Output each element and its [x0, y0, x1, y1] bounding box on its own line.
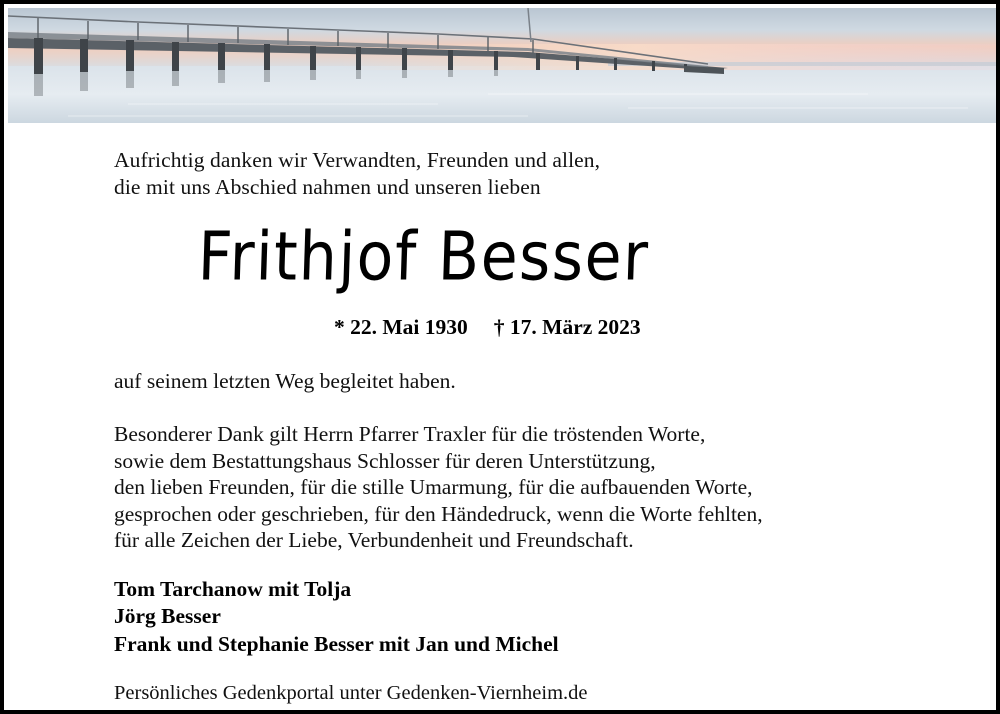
thanks-line-5: für alle Zeichen der Liebe, Verbundenheit und Freundschaft. [114, 528, 634, 552]
deceased-name: Frithjof Besser [196, 217, 651, 297]
thanks-line-4: gesprochen oder geschrieben, für den Händedruck, wenn die Worte fehlten, [114, 501, 763, 526]
death-date: † 17. März 2023 [493, 315, 641, 339]
pier-sunset-photo [8, 8, 1000, 123]
thanks-line-3: den lieben Freunden, für die stille Umarmung, für die aufbauenden Worte, [114, 475, 753, 499]
thanks-block [114, 421, 996, 554]
pier-sunset-illustration [8, 8, 1000, 123]
family-line-1: Tom Tarchanow mit Tolja [114, 576, 352, 601]
intro-block [114, 147, 996, 201]
intro-line-2: die mit uns Abschied nahmen und unseren lieben [114, 175, 541, 199]
line-after-name: auf seinem letzten Weg begleitet haben. [114, 369, 456, 393]
family-line-2: Jörg Besser [114, 604, 221, 628]
birth-date: * 22. Mai 1930 [334, 315, 468, 339]
intro-line-1: Aufrichtig danken wir Verwandten, Freunden und allen, [114, 148, 601, 172]
memorial-portal-text: Persönliches Gedenkportal unter Gedenken-Viernheim.de [114, 682, 588, 704]
thanks-line-1: Besonderer Dank gilt Herrn Pfarrer Traxler für die tröstenden Worte, [114, 422, 706, 446]
notice-text [4, 123, 996, 706]
family-block [114, 576, 996, 659]
thanks-line-2: sowie dem Bestattungshaus Schlosser für deren Unterstützung, [114, 448, 656, 473]
family-line-3: Frank und Stephanie Besser mit Jan und Michel [114, 631, 559, 656]
life-dates [334, 315, 996, 340]
